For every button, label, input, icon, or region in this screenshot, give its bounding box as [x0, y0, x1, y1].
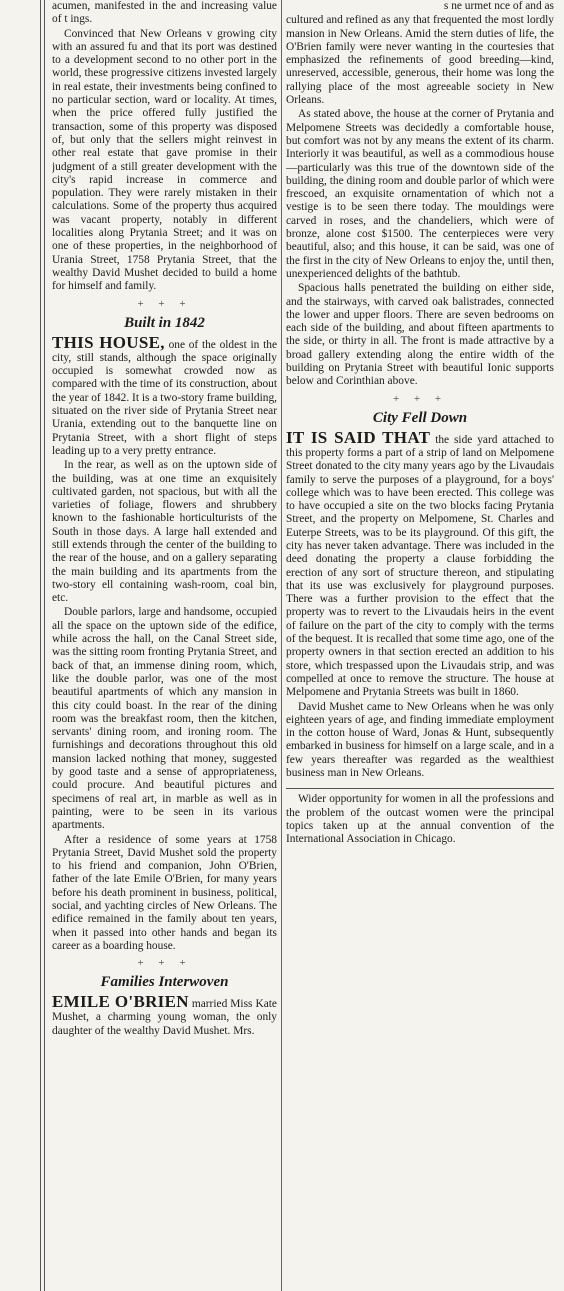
ornament-divider: + + +	[137, 297, 192, 310]
built-paragraph-4: After a residence of some years at 1758 Prytania Street, David Mushet sold the property to his friend and companion, John O'Brien, father of the late Emile O'Brien, for many years before his death prominent in business, political, social, and yachting circles of New Orleans. The edifice remained in the family about ten years, when it passed into other hands and began its career as a boarding house.	[52, 833, 277, 952]
ornament-divider: + + +	[392, 392, 448, 405]
built-paragraph-1	[52, 332, 277, 459]
right-intro-paragraph-1: cultured and refined as any that frequented the most lordly mansion in New Orleans. Amid the stern duties of life, the O'Brien family were never wanting in the courtesies that emphasized the refinements of good breeding—kind, unreserved, accessible, generous, their home was long the rallying place of the most agreeable society in New Orleans.	[286, 14, 554, 107]
families-paragraph-text: married Miss Kate Mushet, a charming young woman, the only daughter of the wealthy David Mushet. Mrs.	[52, 998, 277, 1037]
built-paragraph-3: Double parlors, large and handsome, occupied all the space on the uptown side of the edifice, while across the hall, on the Canal Street side, was the sitting room fronting Prytania Street, and back of that, an immense dining room, which, like the double parlor, was one of the most beautiful apartments of which any mansion in this city could boast. In the rear of the dining room was the breakfast room, then the kitchen, servants' dining room, and ironing room. The furnishings and decorations throughout this old mansion lacked nothing that money, suggested by good taste and a sense of appropriateness, could procure. And beautiful pictures and specimens of real art, in marble as well as in painting, were to be seen in its various apartments.	[52, 606, 277, 832]
built-paragraph-2: In the rear, as well as on the uptown side of the building, was at one time an exquisitely cultivated garden, not spacious, but with all the varieties of foliage, flowers and shrubbery known to the fashionable horticulturists of the South in those days. A large hall extended and still extends through the center of the building to the rear of the house, and on a gallery separating the main building and its apartments from the two-story ell containing wash-room, coal bin, etc.	[52, 459, 277, 605]
brief-note: Wider opportunity for women in all the professions and the problem of the outcast women were the principal topics taken up at the annual convention of the International Association in Chicago.	[286, 793, 554, 846]
built-dropcap: THIS HOUSE,	[52, 332, 165, 352]
column-divider	[281, 0, 282, 1291]
left-intro-paragraph: Convinced that New Orleans v growing city with an assured fu and that its port was destined to a development second to no other port in the world, these progressive citizens invested largely in real estate, their investments being confined to no particular section, ward or locality. At times, when the price offered fully justified the transaction, some of this property was disposed of, but only that the sellers might reinvest in other real estate that gave promise in their judgment of a still greater development with the city's rapid increase in commerce and population. They were rarely mistaken in their calculations. Some of the property thus acquired was vacant property, notably in different localities along Prytania Street; and it was on one of these properties, in the neighborhood of Urania Street, 1758 Prytania Street, that the wealthy David Mushet decided to build a home for himself and family.	[52, 27, 277, 293]
city-paragraph-1-text: the side yard attached to this property forms a part of a strip of land on Melpomene Street donated to the city many years ago by the Livaudais family to serve the purposes of a playground, for a boys' college which was to have been erected. This college was to have occupied a site on the two blocks facing Prytania Street, and the property on Melpomene, St. Charles and Euterpe Streets, was to be its playground. Of this gift, the city has never taken advantage. There was included in the deed donating the property a clause forbidding the erection of any sort of structure thereon, and stipulating that its use was exclusively for playground purposes. There was a further provision to the effect that the property was to revert to the Livaudais heirs in the event of failure on the part of the city to comply with the terms of the bequest. It is recalled that some time ago, one of the property owners in that section erected an addition to his store, which trespassed upon the Livaudais strip, and was compelled at once to remove the structure. The house at Melpomene and Prytania Streets was built in 1860.	[286, 433, 554, 699]
right-column	[286, 0, 554, 1291]
built-paragraph-1-text: one of the oldest in the city, still stands, although the space originally occupied is somewhat crowded now as compared with the time of its construction, about the year of 1842. It is a two-story frame building, situated on the river side of Prytania Street near Urania, extending out to the banquette line on Prytania Street, with a short flight of steps leading up to a very pretty entrance.	[52, 338, 277, 457]
right-intro-fragment: s ne urmet nce of and as	[443, 0, 554, 12]
heading-families-interwoven: Families Interwoven	[100, 974, 229, 991]
city-paragraph-2: David Mushet came to New Orleans when he was only eighteen years of age, and finding immediate employment in the cotton house of Ward, Jonas & Hunt, subsequently embarked in business for himself on a large scale, and in a few years thereafter was regarded as the wealthiest business man in New Orleans.	[286, 700, 554, 780]
right-intro-paragraph-2: As stated above, the house at the corner of Prytania and Melpomene Streets was decidedly a comfortable house, but comfort was not by any means the extent of its charm. Interiorly it was beautiful, as well as a commodious house—particularly was this true of the downtown side of the building, the dining room and double parlor of which were frescoed, an exquisite ornamentation of which not a vestige is to be seen there today. The mouldings were carved in roses, and the chandeliers, which were of bronze, alone cost $1500. The centerpieces were very beautiful, also; and this house, it can be said, was one of the first in the city of New Orleans to enjoy the, until then, unexperienced delights of the bathtub.	[286, 108, 554, 280]
city-dropcap: IT IS SAID THAT	[286, 427, 431, 447]
heading-built-in-1842: Built in 1842	[124, 314, 205, 331]
ornament-divider: + + +	[137, 957, 192, 970]
left-column	[52, 0, 277, 1291]
left-column-rule	[40, 0, 41, 1291]
left-intro-fragment: acumen, manifested in the and increasing value of t ings.	[52, 0, 277, 26]
families-dropcap: EMILE O'BRIEN	[52, 992, 189, 1012]
right-intro-paragraph-3: Spacious halls penetrated the building on either side, and the stairways, with carved oak balistrades, connected the lower and upper floors. There are seven bedrooms on each side of the building, and about fifteen apartments to the side, or thirty in all. The front is made attractive by a broad gallery extending along the entire width of the building on Prytania Street with beautiful Ionic supports below and Corinthian above.	[286, 282, 554, 388]
heading-city-fell-down: City Fell Down	[372, 409, 468, 426]
left-column-rule-inner	[44, 0, 45, 1291]
section-separator	[286, 788, 554, 789]
families-paragraph	[52, 992, 277, 1038]
city-paragraph-1	[286, 427, 554, 700]
